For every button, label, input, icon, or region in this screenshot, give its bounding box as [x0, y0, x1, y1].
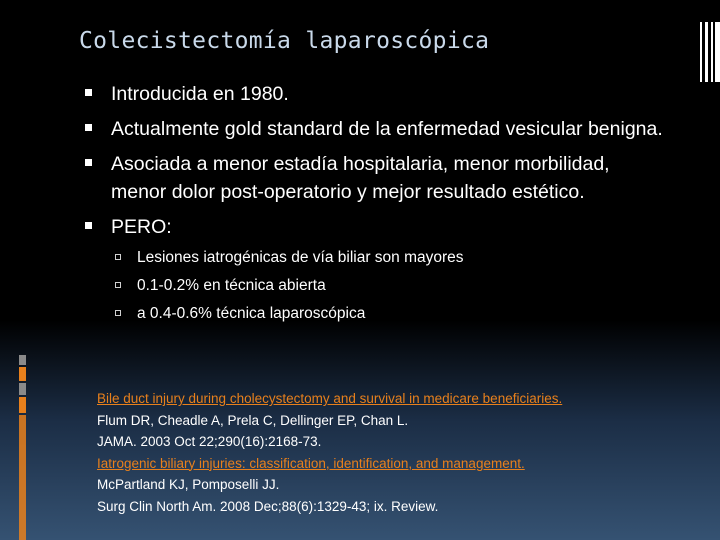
- square-bullet-icon: [85, 89, 92, 96]
- square-bullet-icon: [85, 124, 92, 131]
- bullet-text: Actualmente gold standard de la enfermedad vesicular benigna.: [111, 118, 663, 140]
- bullet-text: Asociada a menor estadía hospitalaria, menor morbilidad, menor dolor post-operatorio y mejor resultado estético.: [111, 153, 610, 203]
- bullet-item: [85, 115, 665, 143]
- sub-bullet-text: 0.1-0.2% en técnica abierta: [137, 277, 326, 294]
- square-bullet-icon: [85, 159, 92, 166]
- sub-bullet-item: [85, 304, 665, 324]
- reference-authors: McPartland KJ, Pomposelli JJ.: [97, 477, 280, 492]
- bullet-item: [85, 150, 665, 206]
- reference-source: Surg Clin North Am. 2008 Dec;88(6):1329-43; ix. Review.: [97, 498, 439, 514]
- sub-bullet-text: Lesiones iatrogénicas de vía biliar son mayores: [137, 249, 464, 266]
- reference-source: JAMA. 2003 Oct 22;290(16):2168-73.: [97, 434, 322, 449]
- sub-bullet-text: a 0.4-0.6% técnica laparoscópica: [137, 305, 366, 322]
- hollow-square-bullet-icon: [115, 310, 121, 316]
- right-decoration: [700, 22, 720, 82]
- square-bullet-icon: [85, 222, 92, 229]
- sub-bullet-item: [85, 276, 665, 296]
- left-decoration: [19, 355, 26, 540]
- bullet-item: [85, 80, 665, 108]
- sub-bullet-item: [85, 248, 665, 268]
- sub-bullet-list: [85, 248, 665, 324]
- slide-title: Colecistectomía laparoscópica: [79, 28, 490, 54]
- sub-bullet-group: [85, 248, 665, 324]
- bullet-text: PERO:: [111, 216, 172, 238]
- reference-link-bile-duct-injury[interactable]: Bile duct injury during cholecystectomy and survival in medicare beneficiaries.: [97, 391, 563, 406]
- bullet-item: [85, 213, 665, 241]
- bullet-text: Introducida en 1980.: [111, 83, 289, 105]
- references: [97, 388, 697, 517]
- reference-authors: Flum DR, Cheadle A, Prela C, Dellinger EP, Chan L.: [97, 412, 409, 428]
- reference-link-iatrogenic-biliary-injuries[interactable]: Iatrogenic biliary injuries: classification, identification, and management.: [97, 455, 525, 471]
- bullet-list: [85, 80, 665, 332]
- hollow-square-bullet-icon: [115, 254, 121, 260]
- hollow-square-bullet-icon: [115, 282, 121, 288]
